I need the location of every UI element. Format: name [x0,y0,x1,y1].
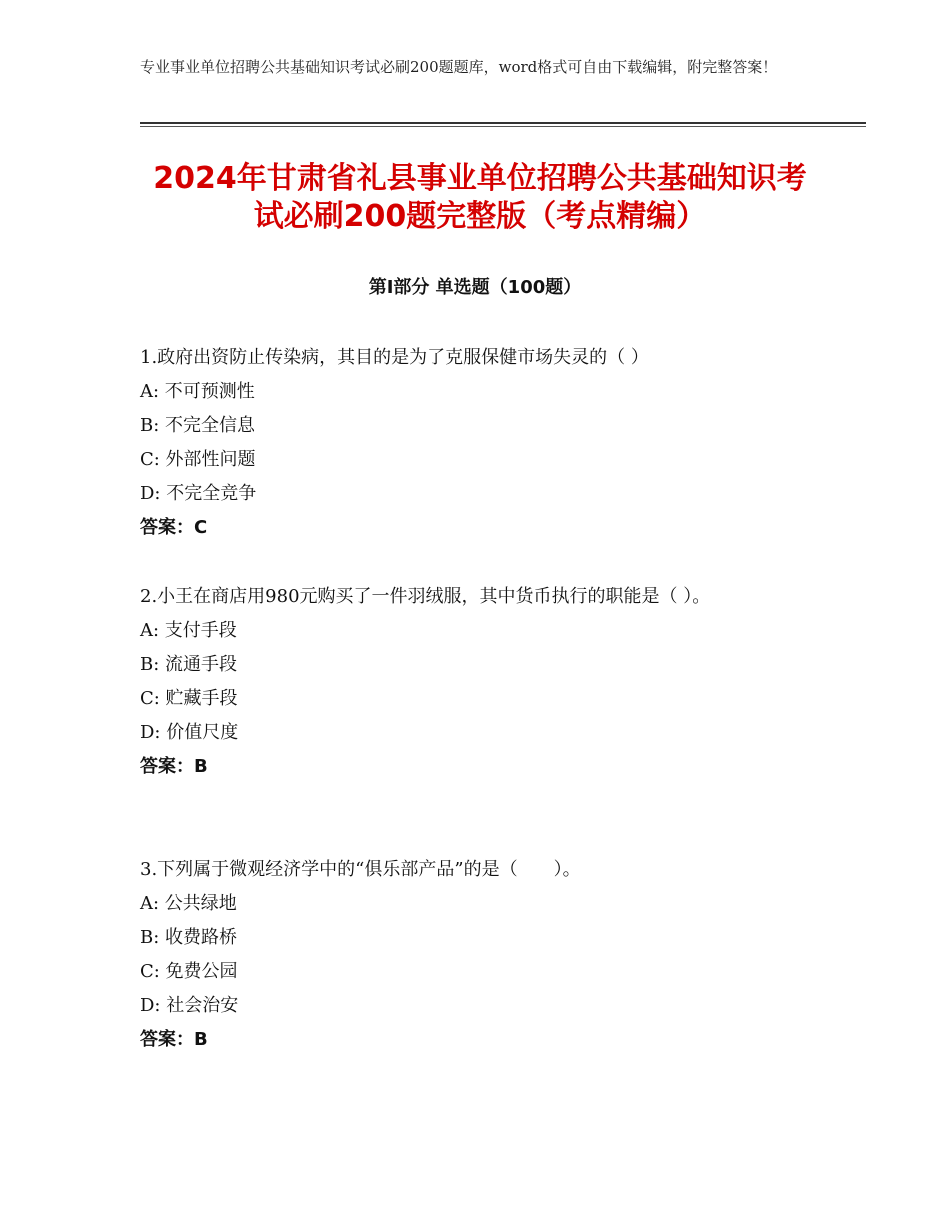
option-c: C: 外部性问题 [140,449,256,470]
answer: 答案：B [140,1029,208,1050]
option-c: C: 免费公园 [140,961,238,982]
header-divider-thin [140,126,866,127]
header-note: 专业事业单位招聘公共基础知识考试必刷200题题库，word格式可自由下载编辑，附完整答案！ [140,58,778,76]
option-d: D: 社会治安 [140,995,239,1016]
option-a: A: 公共绿地 [140,893,237,914]
question-block [140,580,820,784]
option-b: B: 收费路桥 [140,927,238,948]
question-stem: 2.小王在商店用980元购买了一件羽绒服，其中货币执行的职能是（ ）。 [140,586,711,607]
option-d: D: 不完全竞争 [140,483,257,504]
question-block [140,341,820,545]
question-stem: 3.下列属于微观经济学中的“俱乐部产品”的是（ ）。 [140,859,581,880]
option-a: A: 不可预测性 [140,381,255,402]
answer: 答案：B [140,756,208,777]
option-c: C: 贮藏手段 [140,688,238,709]
answer: 答案：C [140,517,208,538]
document-title: 2024年甘肃省礼县事业单位招聘公共基础知识考试必刷200题完整版（考点精编） [153,161,807,234]
option-d: D: 价值尺度 [140,722,239,743]
section-title: 第Ⅰ部分 单选题（100题） [368,277,582,298]
question-block [140,853,820,1057]
option-b: B: 不完全信息 [140,415,256,436]
option-a: A: 支付手段 [140,620,237,641]
option-b: B: 流通手段 [140,654,238,675]
question-stem: 1.政府出资防止传染病，其目的是为了克服保健市场失灵的（ ） [140,347,649,368]
header-divider-thick [140,122,866,124]
